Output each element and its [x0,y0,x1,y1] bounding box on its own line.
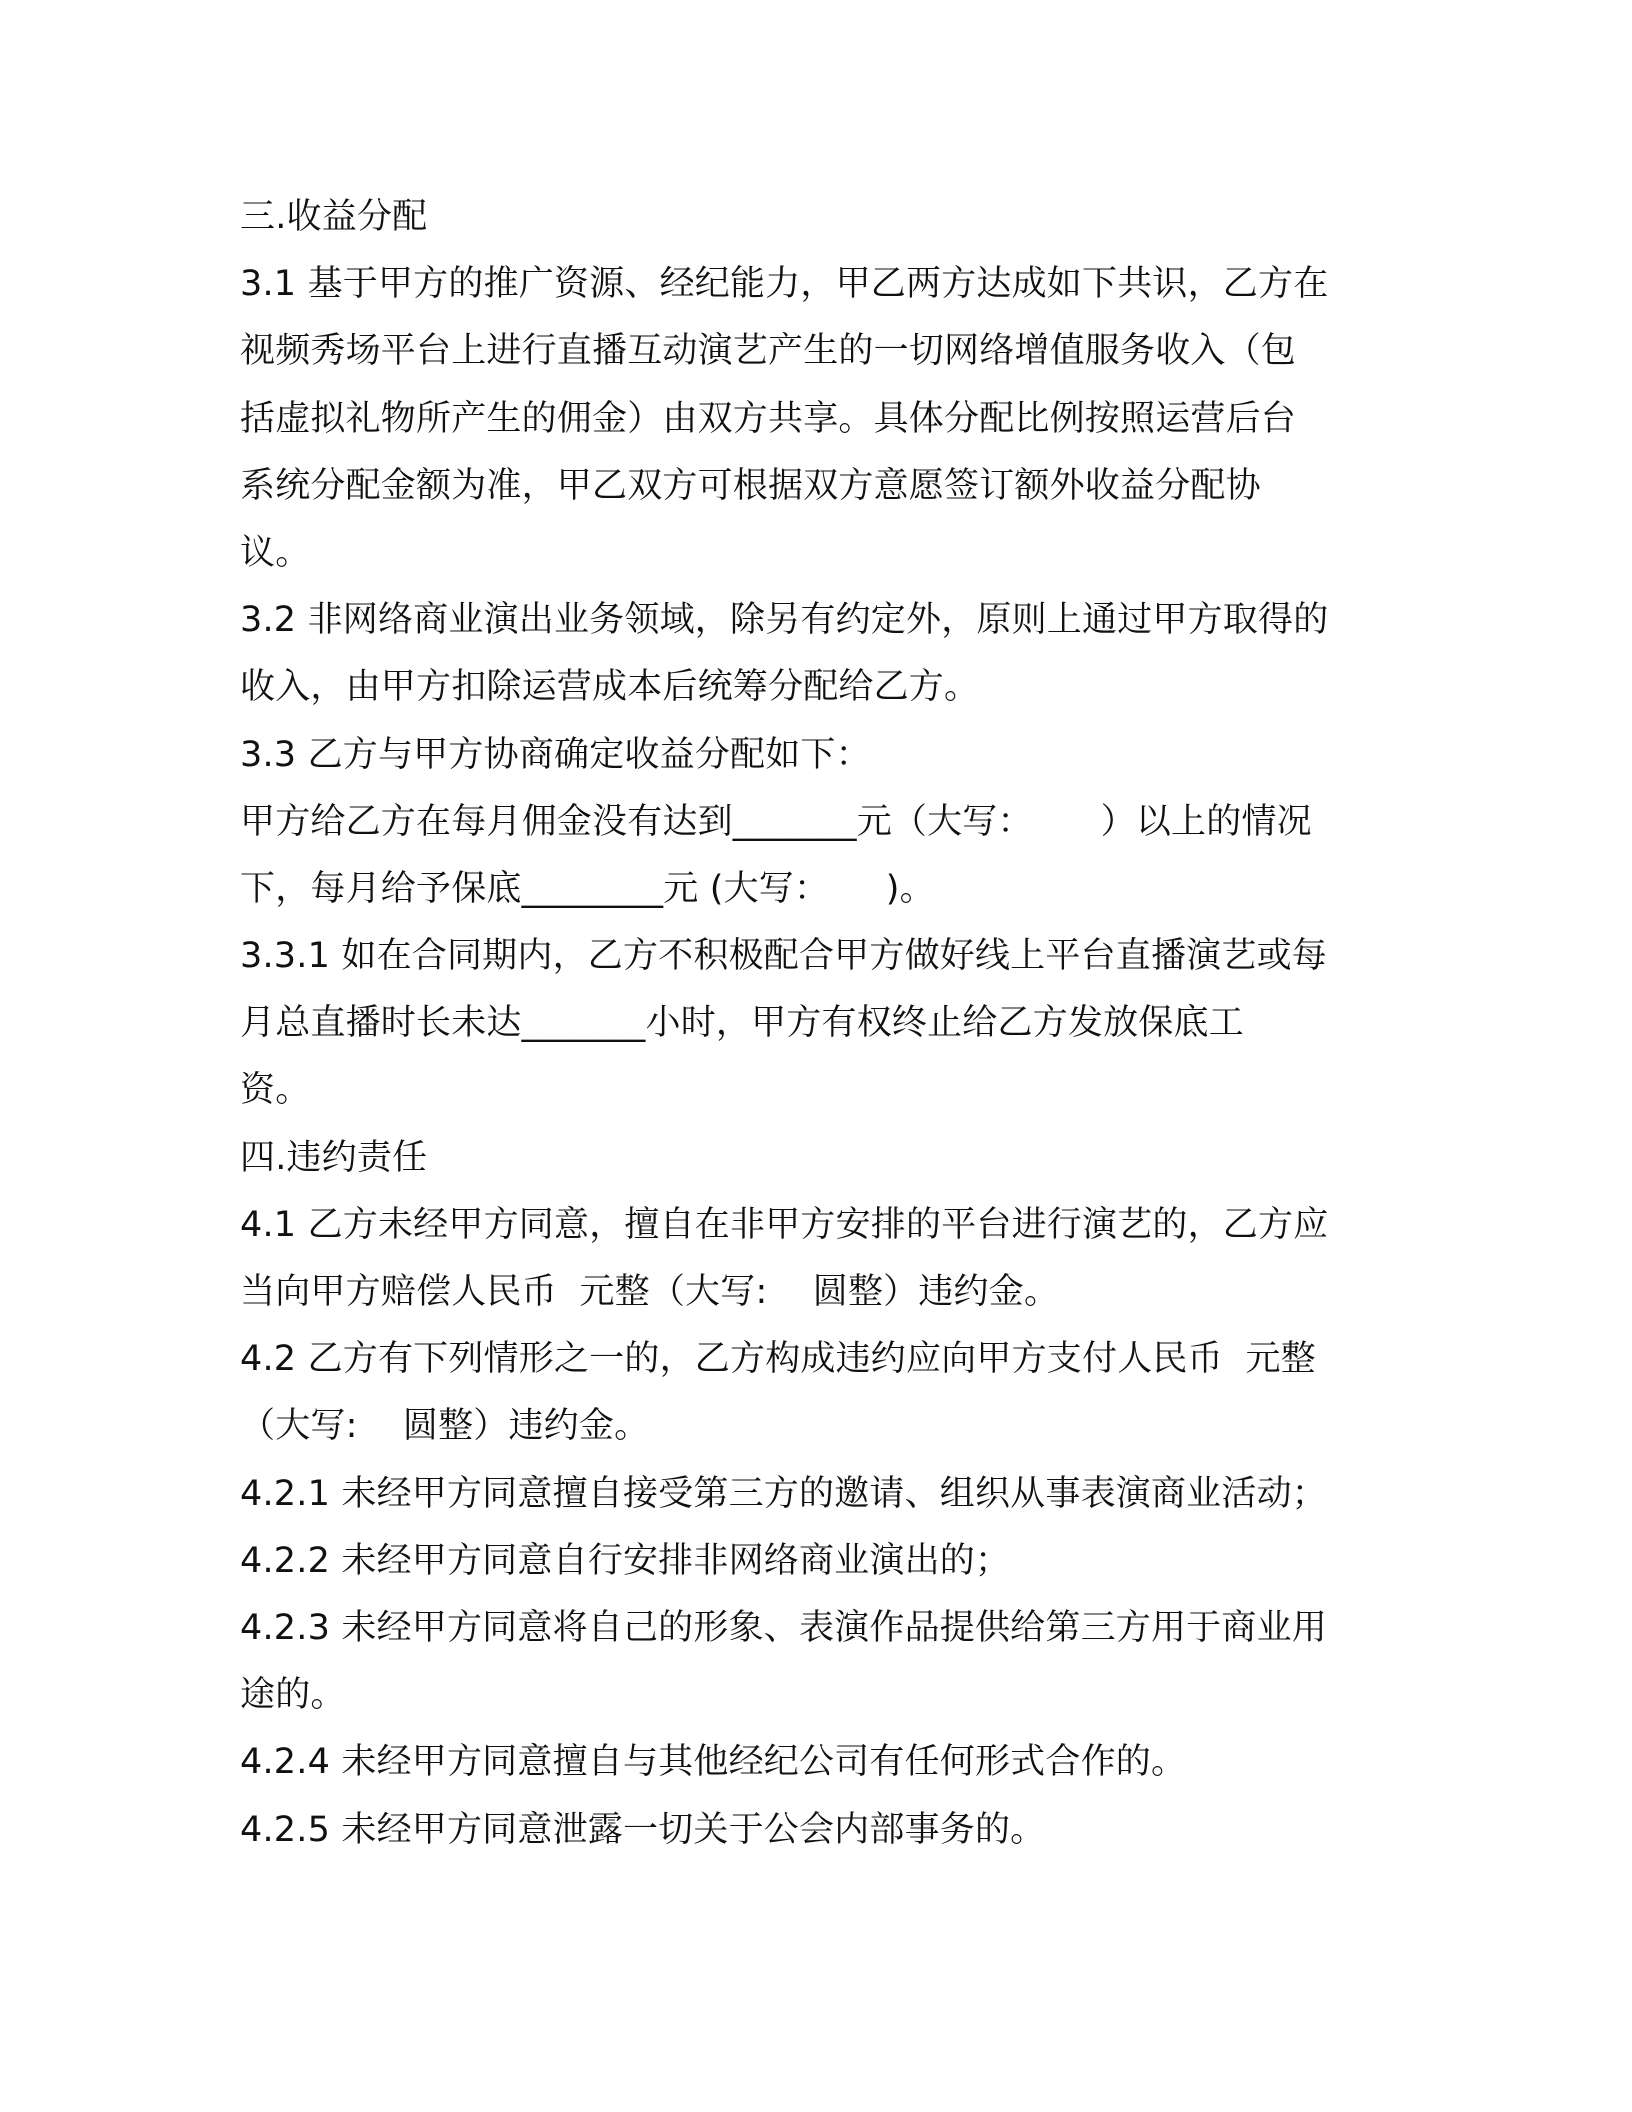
paragraph-line: 议。 [240,532,311,573]
paragraph-line: 甲方给乙方在每月佣金没有达到_______元（大写： ）以上的情况 [240,801,1312,842]
paragraph-line: 4.2.4 未经甲方同意擅自与其他经纪公司有任何形式合作的。 [240,1742,1187,1783]
paragraph-line: 括虚拟礼物所产生的佣金）由双方共享。具体分配比例按照运营后台 [240,398,1297,439]
paragraph-line: 视频秀场平台上进行直播互动演艺产生的一切网络增值服务收入（包 [240,331,1297,372]
paragraph-line: 资。 [240,1070,311,1111]
paragraph-line: （大写: 圆整）违约金。 [240,1406,650,1447]
paragraph-line: 途的。 [240,1675,346,1716]
paragraph-line: 4.2.3 未经甲方同意将自己的形象、表演作品提供给第三方用于商业用 [240,1607,1327,1648]
paragraph-line: 3.2 非网络商业演出业务领域，除另有约定外，原则上通过甲方取得的 [240,600,1329,641]
paragraph-line: 3.3.1 如在合同期内，乙方不积极配合甲方做好线上平台直播演艺或每 [240,936,1327,977]
paragraph-line: 3.1 基于甲方的推广资源、经纪能力，甲乙两方达成如下共识，乙方在 [240,264,1329,305]
paragraph-line: 下，每月给予保底________元 (大写： )。 [240,868,935,909]
section-heading-breach: 四.违约责任 [240,1137,428,1178]
paragraph-line: 4.2 乙方有下列情形之一的，乙方构成违约应向甲方支付人民币 元整 [240,1339,1316,1380]
section-heading-revenue: 三.收益分配 [240,197,428,237]
paragraph-line: 收入，由甲方扣除运营成本后统筹分配给乙方。 [240,667,980,708]
paragraph-line: 4.2.1 未经甲方同意擅自接受第三方的邀请、组织从事表演商业活动； [240,1473,1327,1514]
paragraph-line: 4.2.5 未经甲方同意泄露一切关于公会内部事务的。 [240,1809,1046,1850]
paragraph-line: 4.2.2 未经甲方同意自行安排非网络商业演出的； [240,1540,1011,1581]
paragraph-line: 月总直播时长未达_______小时，甲方有权终止给乙方发放保底工 [240,1003,1244,1044]
paragraph-line: 3.3 乙方与甲方协商确定收益分配如下： [240,734,871,775]
paragraph-line: 系统分配金额为准，甲乙双方可根据双方意愿签订额外收益分配协 [240,465,1261,506]
paragraph-line: 当向甲方赔偿人民币 元整（大写: 圆整）违约金。 [240,1272,1060,1312]
paragraph-line: 4.1 乙方未经甲方同意，擅自在非甲方安排的平台进行演艺的，乙方应 [240,1204,1329,1245]
